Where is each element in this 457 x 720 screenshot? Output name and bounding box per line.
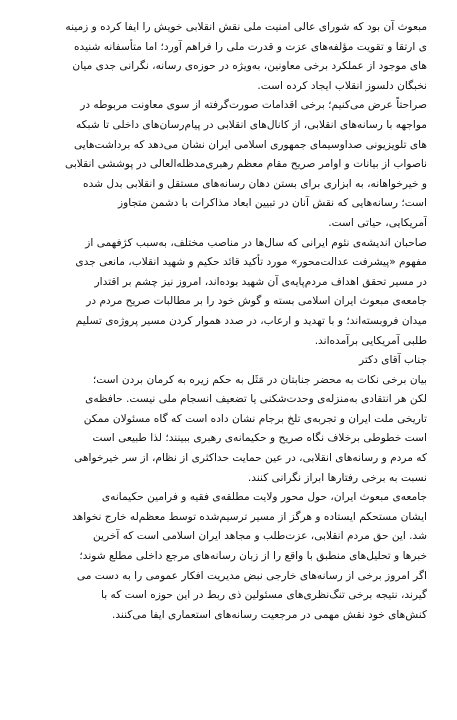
- text-line: های موجود از عملکرد برخی معاونین، به‌ویژه در حوزه‌ی رسانه، نگرانی جدی میان: [72, 60, 427, 73]
- text-line: گیرند، نتیجه برخی تنگ‌نظری‌های مسئولین ذی ربط در این حوزه است که با: [101, 589, 427, 602]
- text-line: نخبگان دلسوز انقلاب ایجاد کرده است.: [257, 79, 427, 92]
- text-line: مبعوث آن بود که شورای عالی امنیت ملی نقش انقلابی خویش را ایفا کرده و زمینه: [65, 21, 427, 33]
- paragraph-5: [28, 488, 427, 625]
- text-line: صاحبان اندیشه‌ی نئوم ایرانی که سال‌ها در مناصب مختلف، به‌سبب کژفهمی از: [85, 236, 427, 249]
- text-line: جناب آقای دکتر: [358, 354, 427, 367]
- text-line: جامعه‌ی مبعوث ایران اسلامی بسته و گوش خود را بر مطالبات صریح مردم در: [86, 295, 427, 308]
- text-line: ناصواب از بیانات و اوامر صریح مقام معظم رهبری‌مدظله‌العالی در پوششی انقلابی: [64, 158, 427, 171]
- salutation: [28, 351, 427, 371]
- text-line: در مسیر تحقق اهداف مردم‌پایه‌ی آن شهید بوده‌اند، امروز نیز چشم بر اقتدار: [94, 275, 427, 288]
- text-line: که مردم و رسانه‌های انقلابی، در عین حمایت حداکثری از نظام، از سر خیرخواهی: [74, 452, 427, 465]
- text-line: لکن هر انتقادی به‌منزله‌ی وحدت‌شکنی یا تضعیف انسجام ملی نیست. حافظه‌ی: [85, 393, 427, 406]
- paragraph-3: [28, 234, 427, 352]
- text-line: ی ارتقا و تقویت مؤلفه‌های عزت و قدرت ملی را فراهم آورد؛ اما متأسفانه شنیده: [73, 40, 427, 53]
- paragraph-1: [28, 18, 427, 96]
- text-line: نسبت به برخی رفتارها ابراز نگرانی کنند.: [247, 471, 427, 484]
- document-body: [28, 18, 427, 625]
- text-line: مواجهه با رسانه‌های انقلابی، از کانال‌های انقلابی در پیام‌رسان‌های داخلی تا شبکه: [75, 118, 427, 131]
- text-line: اگر امروز برخی از رسانه‌های خارجی نبض مدیریت افکار عمومی را به دست می: [76, 569, 427, 582]
- text-line: مفهوم «پیشرفت عدالت‌محور» مورد تأکید قائد حکیم و شهید انقلاب، مانعی جدی: [75, 256, 427, 269]
- paragraph-2: [28, 96, 427, 233]
- paragraph-4: [28, 371, 427, 489]
- text-line: آمریکایی، حیاتی است.: [328, 216, 427, 229]
- text-line: صراحتاً عرض می‌کنیم؛ برخی اقدامات صورت‌گرفته از سوی معاونت مربوطه در: [80, 99, 427, 112]
- text-line: میدان فروبسته‌اند؛ و با تهدید و ارعاب، در صدد هموار کردن مسیر پروژه‌ی تسلیم: [75, 314, 427, 327]
- text-line: خبرها و تحلیل‌های منطبق با واقع را از زبان رسانه‌های مرجع داخلی مطلع شوند؛: [79, 550, 427, 563]
- text-line: کنش‌های خود نقش مهمی در مرجعیت رسانه‌های استعماری ایفا می‌کنند.: [111, 608, 427, 621]
- text-line: ایشان مستحکم ایستاده و هرگز از مسیر ترسیم‌شده توسط معظم‌له خارج نخواهد: [72, 510, 427, 523]
- text-line: جامعه‌ی مبعوث ایران، حول محور ولایت مطلقه‌ی فقیه و فرامین حکیمانه‌ی: [101, 491, 427, 504]
- text-line: و خیرخواهانه، به ابزاری برای بستن دهان رسانه‌های مستقل و انقلابی بدل شده: [83, 177, 427, 190]
- text-line: های تلویزیونی صداوسیمای جمهوری اسلامی ایران نشان می‌دهد که برداشت‌هایی: [73, 138, 427, 151]
- text-line: بیان برخی نکات به محضر جنابتان در مَثَل به حکم زیره به کرمان بردن است؛: [92, 373, 427, 386]
- text-line: است خطوطی برخلاف نگاه صریح و حکیمانه‌ی رهبری ببینند؛ لذا طبیعی است: [92, 432, 427, 445]
- text-line: است؛ رسانه‌هایی که نقش آنان در تبیین ابعاد مذاکرات با دشمن متجاوز: [117, 197, 427, 210]
- text-line: طلبی آمریکایی برآمده‌اند.: [314, 334, 427, 347]
- text-line: تاریخی ملت ایران و تجربه‌ی تلخ برجام نشان داده است که گاه مسئولان ممکن: [83, 412, 427, 425]
- text-line: شد. این حق مردم انقلابی، عزت‌طلب و مجاهد ایران اسلامی است که آخرین: [92, 530, 427, 543]
